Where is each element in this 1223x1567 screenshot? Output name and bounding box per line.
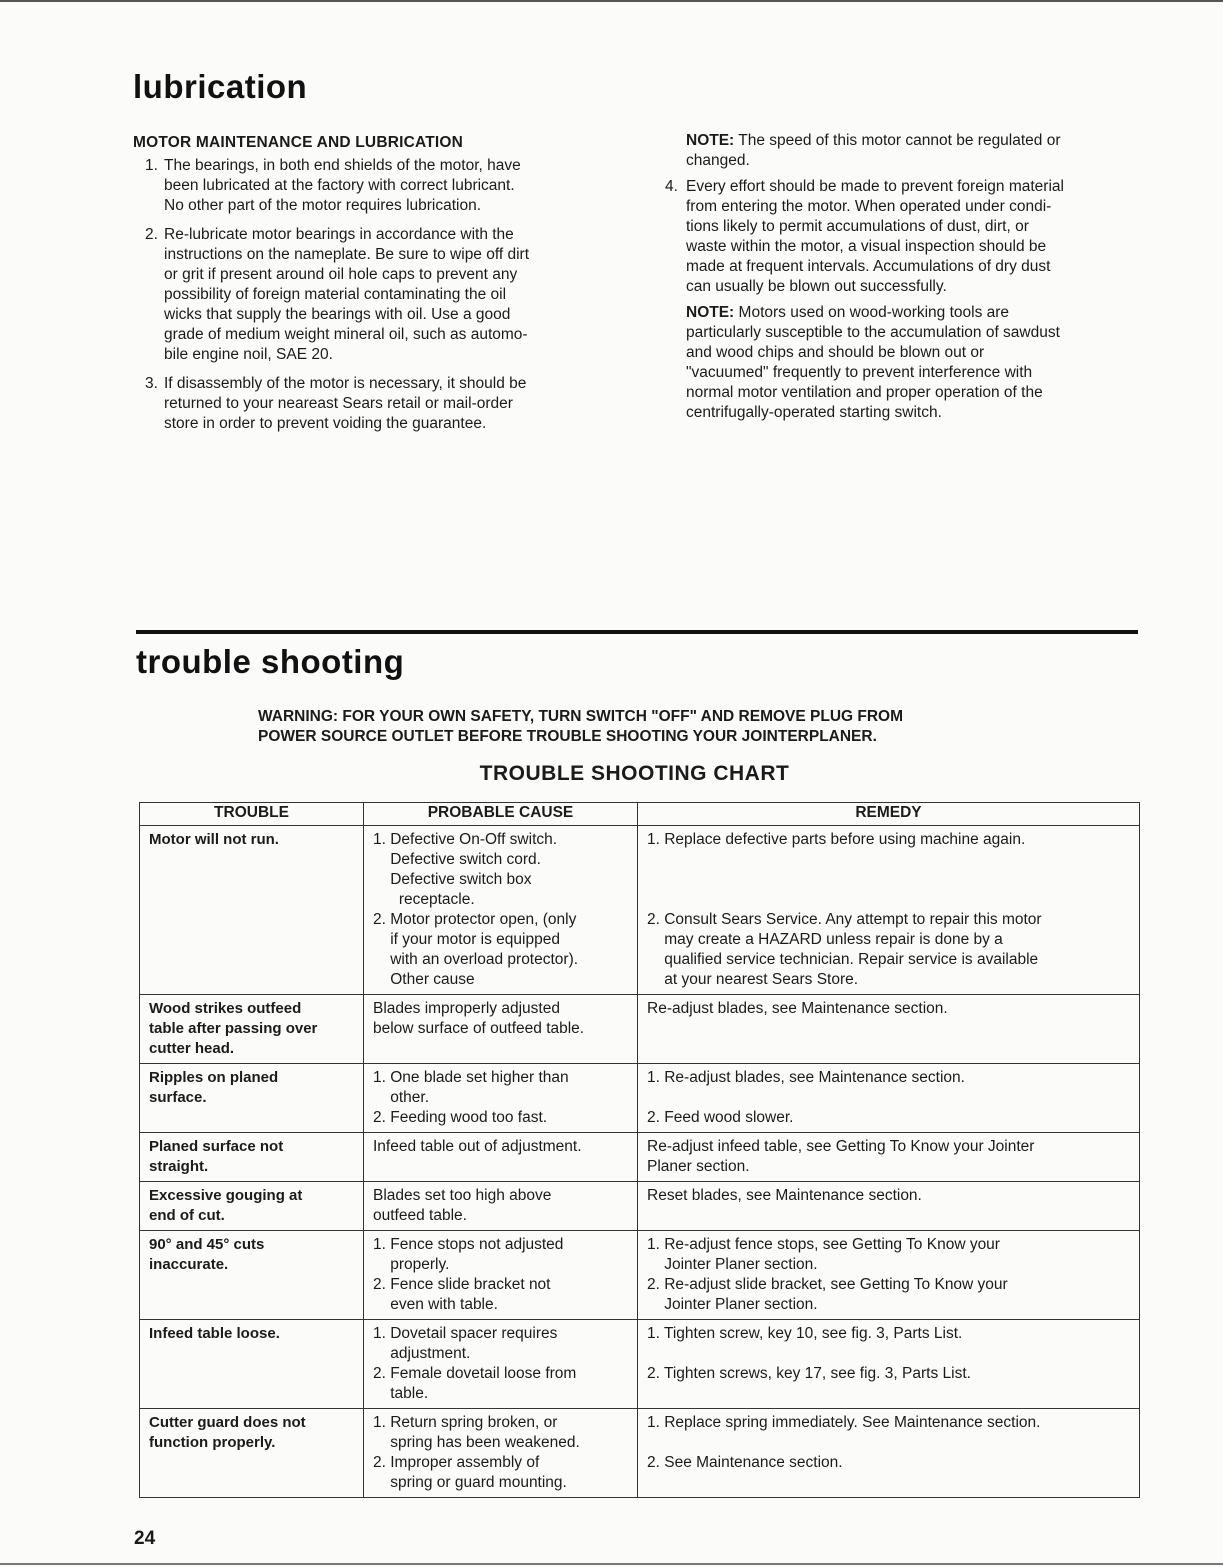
remedy-cell: [638, 1182, 1140, 1231]
remedy-cell-line: 1. Replace defective parts before using machine again.: [647, 831, 1026, 848]
lubrication-item-list: [133, 156, 615, 434]
cause-cell: [364, 1133, 638, 1182]
remedy-cell: [638, 1409, 1140, 1498]
trouble-cell: [140, 1231, 364, 1320]
item-4-text: [686, 177, 1137, 297]
lubrication-left-column: [133, 133, 615, 443]
remedy-cell-line: Re-adjust infeed table, see Getting To Know your Jointer: [647, 1138, 1035, 1155]
trouble-cell-line: end of cut.: [149, 1207, 225, 1224]
page-number: 24: [134, 1528, 156, 1549]
trouble-cell: [140, 1182, 364, 1231]
table-row: [140, 826, 1140, 995]
table-row: [140, 1133, 1140, 1182]
cause-cell: [364, 1064, 638, 1133]
cause-cell-line: 2. Motor protector open, (only: [373, 911, 577, 928]
trouble-shooting-title: trouble shooting: [136, 643, 405, 680]
remedy-cell-line: [647, 850, 1139, 870]
trouble-cell-line: cutter head.: [149, 1040, 235, 1057]
cause-cell-line: 1. One blade set higher than: [373, 1069, 569, 1086]
cause-cell: [364, 1182, 638, 1231]
chart-title-text: TROUBLE SHOOTING CHART: [479, 762, 790, 785]
remedy-cell-line: [647, 1344, 1139, 1364]
cause-cell-line: below surface of outfeed table.: [373, 1020, 585, 1037]
table-row: [140, 1320, 1140, 1409]
trouble-cell: [140, 1409, 364, 1498]
remedy-cell-line: [647, 870, 1139, 890]
remedy-cell-line: Jointer Planer section.: [647, 1256, 818, 1273]
cause-cell-line: 1. Defective On-Off switch.: [373, 831, 558, 848]
remedy-cell-line: 1. Re-adjust fence stops, see Getting To Know your: [647, 1236, 1000, 1253]
bottom-border-line: [0, 1563, 1223, 1565]
trouble-cell-line: Planed surface not: [149, 1138, 284, 1155]
lubrication-right-column: [665, 131, 1137, 429]
note-text-line: normal motor ventilation and proper operation of the: [686, 384, 1043, 401]
note-text-line: and wood chips and should be blown out or: [686, 344, 985, 361]
table-row: [140, 1182, 1140, 1231]
cause-cell-line: spring or guard mounting.: [373, 1474, 567, 1491]
cause-cell-line: Blades improperly adjusted: [373, 1000, 560, 1017]
table-row: [140, 995, 1140, 1064]
cause-cell-line: spring has been weakened.: [373, 1434, 580, 1451]
trouble-cell-line: inaccurate.: [149, 1256, 229, 1273]
cause-cell-line: Infeed table out of adjustment.: [373, 1138, 582, 1155]
note-speed-text: [686, 132, 1137, 171]
note-text-line: "vacuumed" frequently to prevent interference with: [686, 364, 1033, 381]
trouble-cell-line: function properly.: [149, 1434, 276, 1451]
trouble-cell-line: table after passing over: [149, 1020, 318, 1037]
remedy-cell-line: 2. Feed wood slower.: [647, 1109, 794, 1126]
cause-cell-line: receptacle.: [373, 891, 475, 908]
remedy-cell-line: 1. Tighten screw, key 10, see fig. 3, Parts List.: [647, 1325, 963, 1342]
remedy-cell: [638, 1064, 1140, 1133]
cause-cell-line: 1. Dovetail spacer requires: [373, 1325, 558, 1342]
column-header-remedy: REMEDY: [638, 803, 1140, 826]
note-text-line: particularly susceptible to the accumulation of sawdust: [686, 324, 1060, 341]
remedy-cell-line: 2. Consult Sears Service. Any attempt to repair this motor: [647, 911, 1042, 928]
cause-cell-line: properly.: [373, 1256, 450, 1273]
trouble-cell: [140, 995, 364, 1064]
trouble-cell-line: Ripples on planed: [149, 1069, 279, 1086]
note-text-line: Every effort should be made to prevent foreign material: [686, 178, 1064, 195]
item-number: 2.: [145, 226, 158, 243]
cause-cell-line: outfeed table.: [373, 1207, 467, 1224]
item-text-line: possibility of foreign material contaminating the oil: [164, 286, 507, 303]
table-header-row: [140, 803, 1140, 826]
trouble-cell-line: straight.: [149, 1158, 209, 1175]
note-text-line: from entering the motor. When operated under condi-: [686, 198, 1052, 215]
safety-warning: [258, 707, 1078, 747]
cause-cell-line: adjustment.: [373, 1345, 471, 1362]
cause-cell-line: 1. Return spring broken, or: [373, 1414, 558, 1431]
remedy-cell: [638, 995, 1140, 1064]
cause-cell-line: 2. Female dovetail loose from: [373, 1365, 577, 1382]
note-text-line: centrifugally-operated starting switch.: [686, 404, 942, 421]
cause-cell-line: table.: [373, 1385, 429, 1402]
column-header-trouble: TROUBLE: [140, 803, 364, 826]
remedy-cell-line: 1. Re-adjust blades, see Maintenance section.: [647, 1069, 965, 1086]
item-number: 4.: [665, 178, 678, 195]
motor-maintenance-heading: MOTOR MAINTENANCE AND LUBRICATION: [133, 134, 464, 151]
lubrication-item-1: [133, 156, 615, 216]
remedy-cell: [638, 826, 1140, 995]
item-text-line: or grit if present around oil hole caps to prevent any: [164, 266, 518, 283]
note-text-line: The speed of this motor cannot be regulated or: [738, 132, 1061, 149]
item-text-line: wicks that supply the bearings with oil. Use a good: [164, 306, 511, 323]
cause-cell-line: even with table.: [373, 1296, 498, 1313]
item-text-line: Re-lubricate motor bearings in accordance with the: [164, 226, 514, 243]
cause-cell: [364, 826, 638, 995]
remedy-cell-line: 2. Tighten screws, key 17, see fig. 3, Parts List.: [647, 1365, 971, 1382]
item-text-line: been lubricated at the factory with correct lubricant.: [164, 177, 515, 194]
note-label: NOTE:: [686, 132, 735, 149]
remedy-cell-line: may create a HAZARD unless repair is done by a: [647, 931, 1003, 948]
item-text-line: bile engine noil, SAE 20.: [164, 346, 333, 363]
remedy-cell-line: Planer section.: [647, 1158, 750, 1175]
trouble-cell-line: Cutter guard does not: [149, 1414, 306, 1431]
remedy-cell-line: 1. Replace spring immediately. See Maintenance section.: [647, 1414, 1041, 1431]
note-text-line: changed.: [686, 152, 750, 169]
table-row: [140, 1231, 1140, 1320]
trouble-shooting-table: [139, 802, 1140, 1498]
remedy-cell-line: Reset blades, see Maintenance section.: [647, 1187, 922, 1204]
chart-title: [0, 762, 1223, 786]
note-text-line: waste within the motor, a visual inspection should be: [686, 238, 1047, 255]
remedy-cell-line: [647, 1433, 1139, 1453]
trouble-cell: [140, 1320, 364, 1409]
remedy-cell-line: at your nearest Sears Store.: [647, 971, 859, 988]
lubrication-item-3: [133, 374, 615, 434]
cause-cell-line: 1. Fence stops not adjusted: [373, 1236, 564, 1253]
table-row: [140, 1409, 1140, 1498]
note-text-line: Motors used on wood-working tools are: [738, 304, 1010, 321]
lubrication-item-4: [665, 177, 1137, 297]
item-text-line: No other part of the motor requires lubrication.: [164, 197, 482, 214]
remedy-cell-line: qualified service technician. Repair service is available: [647, 951, 1039, 968]
warning-line: WARNING: FOR YOUR OWN SAFETY, TURN SWITCH "OFF" AND REMOVE PLUG FROM: [258, 708, 904, 725]
remedy-cell-line: 2. Re-adjust slide bracket, see Getting To Know your: [647, 1276, 1008, 1293]
warning-line: POWER SOURCE OUTLET BEFORE TROUBLE SHOOTING YOUR JOINTERPLANER.: [258, 728, 877, 745]
cause-cell-line: 2. Improper assembly of: [373, 1454, 540, 1471]
cause-cell-line: other.: [373, 1089, 430, 1106]
cause-cell-line: Defective switch box: [373, 871, 532, 888]
cause-cell: [364, 995, 638, 1064]
cause-cell-line: if your motor is equipped: [373, 931, 560, 948]
remedy-cell-line: 2. See Maintenance section.: [647, 1454, 843, 1471]
cause-cell-line: 2. Feeding wood too fast.: [373, 1109, 548, 1126]
item-text-line: The bearings, in both end shields of the motor, have: [164, 157, 521, 174]
item-text-line: grade of medium weight mineral oil, such as automo-: [164, 326, 528, 343]
note-text-line: made at frequent intervals. Accumulations of dry dust: [686, 258, 1051, 275]
section-divider: [136, 630, 1138, 634]
remedy-cell: [638, 1320, 1140, 1409]
remedy-cell-line: Re-adjust blades, see Maintenance section.: [647, 1000, 948, 1017]
remedy-cell-line: [647, 1088, 1139, 1108]
trouble-cell-line: Motor will not run.: [149, 831, 279, 848]
remedy-cell: [638, 1231, 1140, 1320]
remedy-cell-line: Jointer Planer section.: [647, 1296, 818, 1313]
lubrication-title: lubrication: [133, 68, 308, 105]
cause-cell-line: Other cause: [373, 971, 475, 988]
trouble-cell-line: Infeed table loose.: [149, 1325, 280, 1342]
trouble-cell-line: surface.: [149, 1089, 207, 1106]
note-speed: [686, 131, 1137, 171]
cause-cell: [364, 1320, 638, 1409]
trouble-cell: [140, 826, 364, 995]
item-number: 3.: [145, 375, 158, 392]
trouble-cell: [140, 1133, 364, 1182]
item-text-line: If disassembly of the motor is necessary, it should be: [164, 375, 527, 392]
item-text-line: instructions on the nameplate. Be sure to wipe off dirt: [164, 246, 530, 263]
remedy-cell-line: [647, 890, 1139, 910]
column-header-cause: PROBABLE CAUSE: [364, 803, 638, 826]
note-woodworking-text: [686, 304, 1137, 423]
cause-cell-line: 2. Fence slide bracket not: [373, 1276, 551, 1293]
table-row: [140, 1064, 1140, 1133]
cause-cell-line: Blades set too high above: [373, 1187, 552, 1204]
note-text-line: tions likely to permit accumulations of dust, dirt, or: [686, 218, 1029, 235]
item-text-line: store in order to prevent voiding the guarantee.: [164, 415, 487, 432]
note-label: NOTE:: [686, 304, 735, 321]
top-border-line: [0, 0, 1223, 2]
trouble-cell-line: Excessive gouging at: [149, 1187, 303, 1204]
trouble-cell-line: Wood strikes outfeed: [149, 1000, 302, 1017]
cause-cell-line: Defective switch cord.: [373, 851, 541, 868]
cause-cell: [364, 1231, 638, 1320]
note-woodworking: [686, 303, 1137, 423]
item-text-line: returned to your neareast Sears retail or mail-order: [164, 395, 513, 412]
cause-cell: [364, 1409, 638, 1498]
lubrication-item-2: [133, 225, 615, 365]
note-text-line: can usually be blown out successfully.: [686, 278, 947, 295]
cause-cell-line: with an overload protector).: [373, 951, 579, 968]
item-number: 1.: [145, 157, 158, 174]
remedy-cell: [638, 1133, 1140, 1182]
trouble-cell-line: 90° and 45° cuts: [149, 1236, 265, 1253]
trouble-cell: [140, 1064, 364, 1133]
